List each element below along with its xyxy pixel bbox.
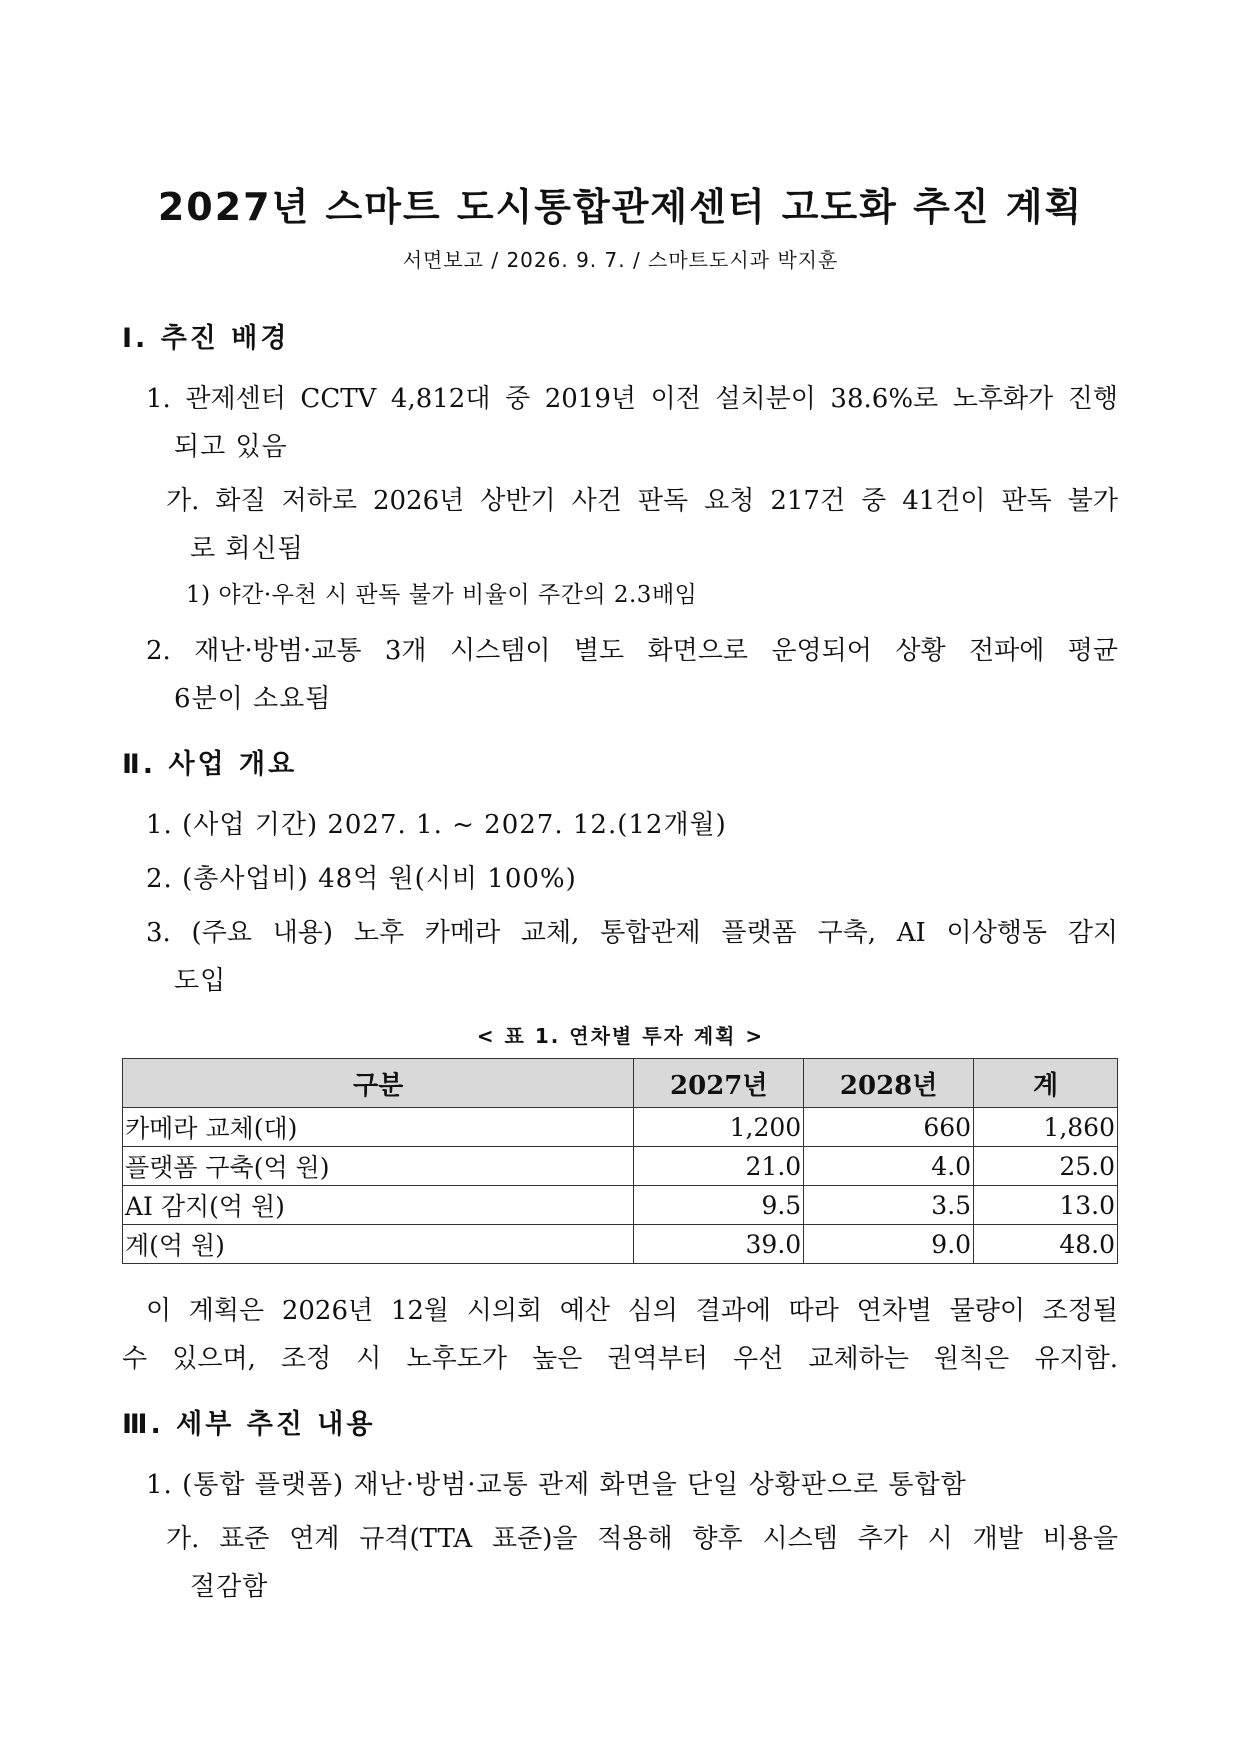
s3-item1: 1. (통합 플랫폼) 재난·방범·교통 관제 화면을 단일 상황판으로 통합함 <box>146 1470 967 1500</box>
table-header-total: 계 <box>974 1059 1118 1108</box>
table-row <box>123 1225 1118 1264</box>
s1-item1-sub-line2: 로 회신됨 <box>190 534 304 564</box>
table-cell: 21.0 <box>634 1147 804 1186</box>
table-cell-label: 카메라 교체(대) <box>123 1108 634 1147</box>
table-header-row <box>123 1059 1118 1108</box>
s1-item1-line1: 1. 관제센터 CCTV 4,812대 중 2019년 이전 설치분이 38.6%로 노후화가 진행 <box>146 384 1118 414</box>
table-cell: 4.0 <box>804 1147 974 1186</box>
section-heading-3: Ⅲ. 세부 추진 내용 <box>122 1409 376 1440</box>
investment-table <box>122 1058 1118 1264</box>
table-cell: 9.5 <box>634 1186 804 1225</box>
s3-item1-sub-line1: 가. 표준 연계 규격(TTA 표준)을 적용해 향후 시스템 추가 시 개발 비용을 <box>166 1524 1118 1554</box>
s1-item1-line2: 되고 있음 <box>174 432 288 462</box>
table-header-category: 구분 <box>123 1059 634 1108</box>
s1-item2-line1: 2. 재난·방범·교통 3개 시스템이 별도 화면으로 운영되어 상황 전파에 평균 <box>146 636 1118 666</box>
table-cell-label: 계(억 원) <box>123 1225 634 1264</box>
table-cell: 660 <box>804 1108 974 1147</box>
s2-item1: 1. (사업 기간) 2027. 1. ~ 2027. 12.(12개월) <box>146 810 727 840</box>
table-cell: 9.0 <box>804 1225 974 1264</box>
table-caption: < 표 1. 연차별 투자 계획 > <box>476 1024 765 1048</box>
note-line1: 이 계획은 2026년 12월 시의회 예산 심의 결과에 따라 연차별 물량이 조정될 <box>146 1296 1118 1326</box>
s2-item2: 2. (총사업비) 48억 원(시비 100%) <box>146 864 577 894</box>
table-cell-label: AI 감지(억 원) <box>123 1186 634 1225</box>
document-subtitle: 서면보고 / 2026. 9. 7. / 스마트도시과 박지훈 <box>402 248 839 272</box>
table-row <box>123 1186 1118 1225</box>
s1-item2-line2: 6분이 소요됨 <box>174 684 332 714</box>
table-cell: 1,860 <box>974 1108 1118 1147</box>
s1-item1-sub-line1: 가. 화질 저하로 2026년 상반기 사건 판독 요청 217건 중 41건이 판독 불가 <box>166 486 1118 516</box>
note-line2: 수 있으며, 조정 시 노후도가 높은 권역부터 우선 교체하는 원칙은 유지함. <box>122 1344 1118 1374</box>
s1-item1-subsub: 1) 야간·우천 시 판독 불가 비율이 주간의 2.3배임 <box>186 582 698 608</box>
table-row <box>123 1147 1118 1186</box>
table-cell: 48.0 <box>974 1225 1118 1264</box>
s2-item3-line1: 3. (주요 내용) 노후 카메라 교체, 통합관제 플랫폼 구축, AI 이상행동 감지 <box>146 918 1118 948</box>
table-cell: 25.0 <box>974 1147 1118 1186</box>
section-heading-1: Ⅰ. 추진 배경 <box>122 323 290 354</box>
document-title: 2027년 스마트 도시통합관제센터 고도화 추진 계획 <box>157 185 1084 229</box>
table-cell: 1,200 <box>634 1108 804 1147</box>
table-cell: 13.0 <box>974 1186 1118 1225</box>
table-cell-label: 플랫폼 구축(억 원) <box>123 1147 634 1186</box>
table-header-2028: 2028년 <box>804 1059 974 1108</box>
s2-item3-line2: 도입 <box>174 966 227 996</box>
section-heading-2: Ⅱ. 사업 개요 <box>122 749 298 780</box>
table-header-2027: 2027년 <box>634 1059 804 1108</box>
s3-item1-sub-line2: 절감함 <box>190 1572 269 1602</box>
table-cell: 39.0 <box>634 1225 804 1264</box>
table-cell: 3.5 <box>804 1186 974 1225</box>
table-row <box>123 1108 1118 1147</box>
